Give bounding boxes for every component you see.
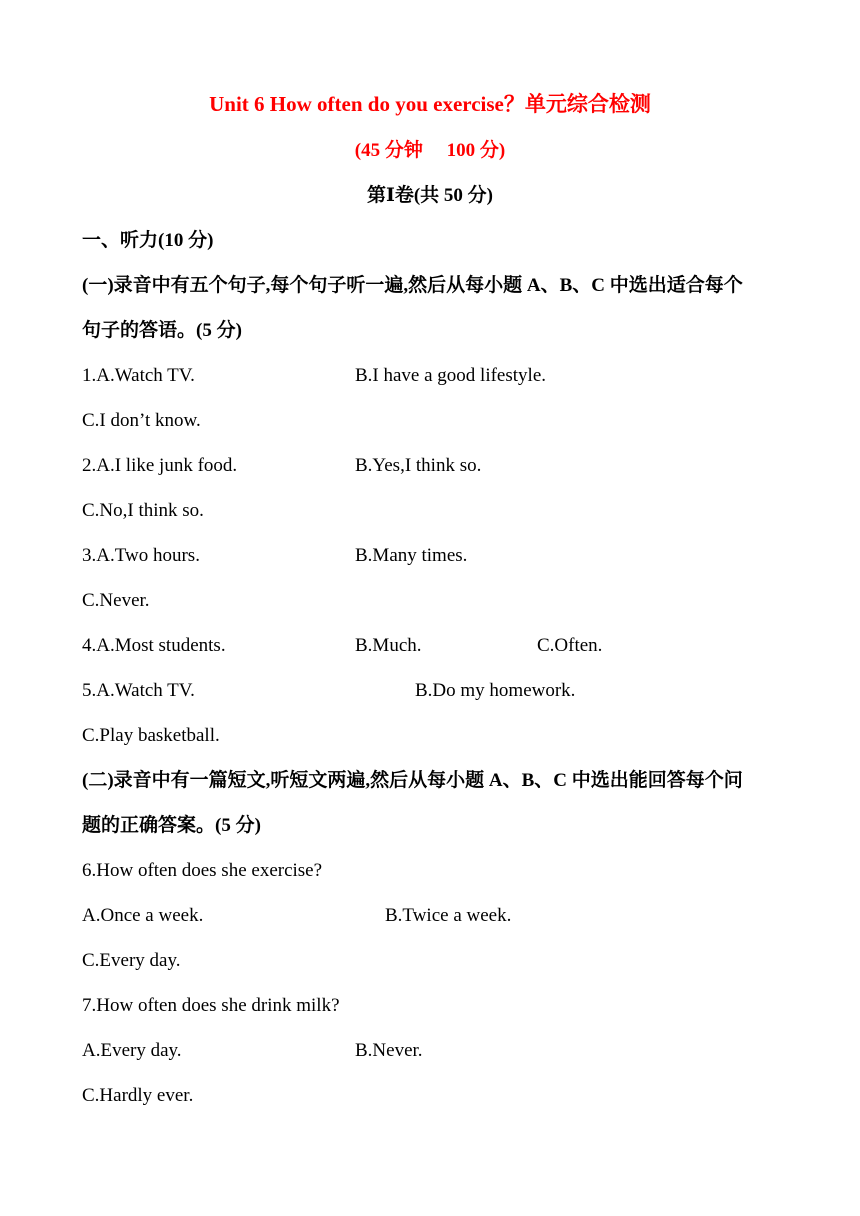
part1-instruction-line1: (一)录音中有五个句子,每个句子听一遍,然后从每小题 A、B、C 中选出适合每个	[82, 275, 743, 296]
question-7-stem: 7.How often does she drink milk?	[82, 995, 340, 1016]
question-3-option-a: 3.A.Two hours.	[82, 545, 200, 566]
question-4-option-b: B.Much.	[355, 635, 422, 656]
question-6-option-c: C.Every day.	[82, 950, 181, 971]
question-2-option-a: 2.A.I like junk food.	[82, 455, 238, 476]
question-5-row	[82, 679, 576, 703]
question-4-option-a: 4.A.Most students.	[82, 635, 226, 656]
part2-instruction-line1: (二)录音中有一篇短文,听短文两遍,然后从每小题 A、B、C 中选出能回答每个问	[82, 770, 743, 791]
question-1-option-c: C.I don’t know.	[82, 410, 201, 431]
question-4-option-c: C.Often.	[537, 635, 603, 656]
question-3-row	[82, 544, 468, 568]
question-6-option-b: B.Twice a week.	[385, 905, 512, 926]
part2-instruction-line2: 题的正确答案。(5 分)	[82, 815, 261, 836]
volume-heading: 第Ⅰ卷(共 50 分)	[366, 185, 494, 206]
question-6-row	[82, 904, 512, 928]
question-6-stem: 6.How often does she exercise?	[82, 860, 323, 881]
document-title: Unit 6 How often do you exercise？单元综合检测	[209, 92, 651, 116]
question-1-option-b: B.I have a good lifestyle.	[355, 365, 547, 386]
section-heading-listening: 一、听力(10 分)	[82, 230, 214, 251]
question-4-row	[82, 634, 603, 658]
question-7-option-b: B.Never.	[355, 1040, 423, 1061]
question-7-option-a: A.Every day.	[82, 1040, 182, 1061]
question-1-row	[82, 364, 547, 388]
question-1-option-a: 1.A.Watch TV.	[82, 365, 195, 386]
question-5-option-b: B.Do my homework.	[415, 680, 576, 701]
question-2-option-b: B.Yes,I think so.	[355, 455, 482, 476]
question-3-option-b: B.Many times.	[355, 545, 468, 566]
time-score-line: (45 分钟 100 分)	[354, 140, 506, 161]
question-7-option-c: C.Hardly ever.	[82, 1085, 194, 1106]
question-3-option-c: C.Never.	[82, 590, 150, 611]
question-5-option-c: C.Play basketball.	[82, 725, 220, 746]
question-2-row	[82, 454, 482, 478]
question-5-option-a: 5.A.Watch TV.	[82, 680, 195, 701]
part1-instruction-line2: 句子的答语。(5 分)	[82, 320, 242, 341]
question-2-option-c: C.No,I think so.	[82, 500, 204, 521]
question-7-row	[82, 1039, 423, 1063]
question-6-option-a: A.Once a week.	[82, 905, 204, 926]
